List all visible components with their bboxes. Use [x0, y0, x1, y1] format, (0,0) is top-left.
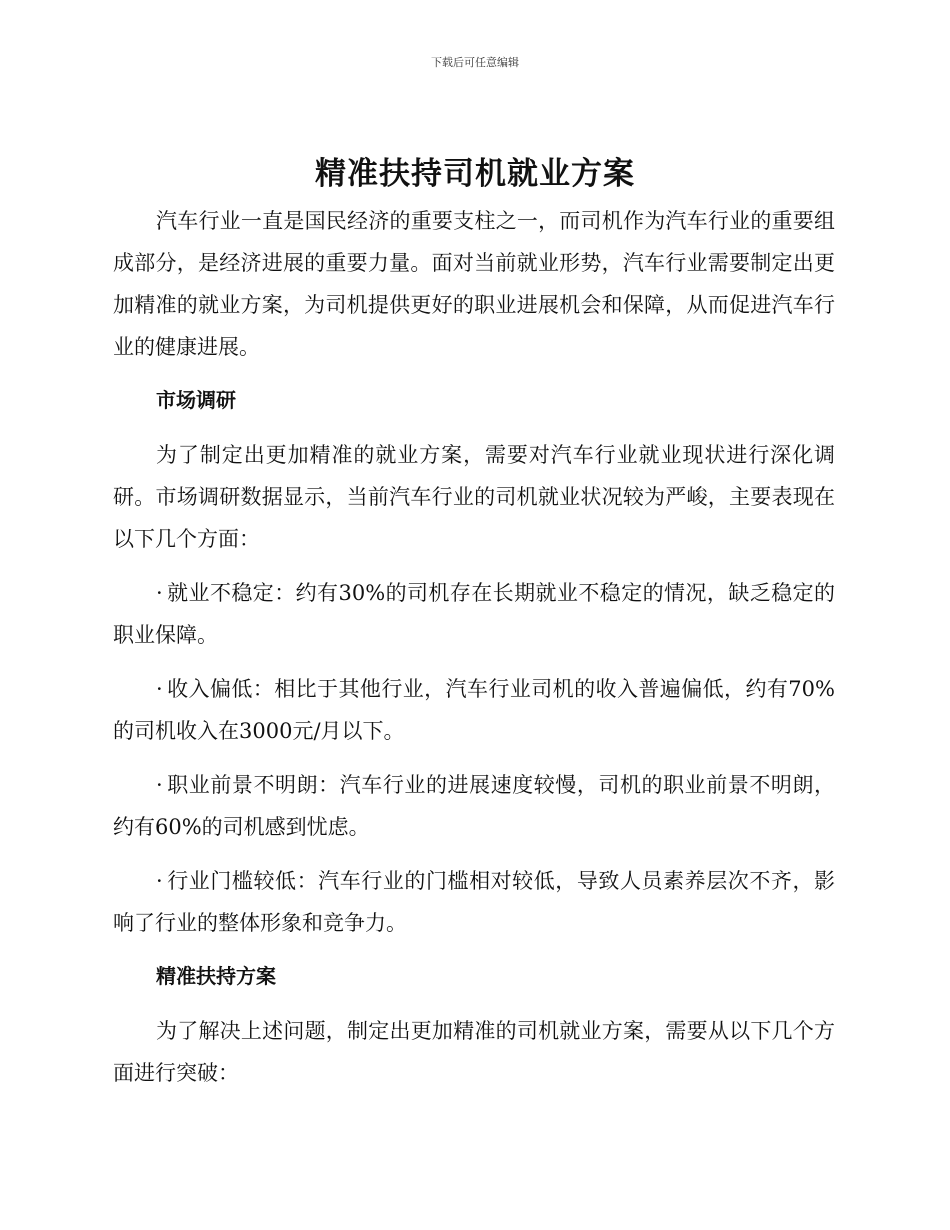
- bullet-dot-icon: ·: [156, 773, 163, 797]
- market-research-paragraph: 为了制定出更加精准的就业方案，需要对汽车行业就业现状进行深化调研。市场调研数据显示，当前汽车行业的司机就业状况较为严峻，主要表现在以下几个方面：: [113, 443, 835, 551]
- document-title: 精准扶持司机就业方案: [315, 156, 635, 192]
- bullet-item: [113, 668, 835, 752]
- document-body: [113, 200, 835, 1106]
- support-plan-paragraph: 为了解决上述问题，制定出更加精准的司机就业方案，需要从以下几个方面进行突破：: [113, 1019, 835, 1085]
- section-heading-support-plan: 精准扶持方案: [156, 964, 276, 988]
- bullet-text: 行业门槛较低：汽车行业的门槛相对较低，导致人员素养层次不齐，影响了行业的整体形象和竞争力。: [113, 869, 835, 935]
- section-heading-market-research: 市场调研: [156, 388, 236, 412]
- bullet-item: [113, 572, 835, 656]
- bullet-text: 就业不稳定：约有30%的司机存在长期就业不稳定的情况，缺乏稳定的职业保障。: [113, 581, 835, 647]
- bullet-text: 职业前景不明朗：汽车行业的进展速度较慢，司机的职业前景不明朗，约有60%的司机感到忧虑。: [113, 773, 835, 839]
- bullet-text: 收入偏低：相比于其他行业，汽车行业司机的收入普遍偏低，约有70%的司机收入在3000元/月以下。: [113, 677, 835, 743]
- bullet-dot-icon: ·: [156, 869, 163, 893]
- page-header: 下载后可任意编辑: [431, 56, 519, 69]
- bullet-item: [113, 860, 835, 944]
- bullet-dot-icon: ·: [156, 677, 163, 701]
- intro-paragraph: 汽车行业一直是国民经济的重要支柱之一，而司机作为汽车行业的重要组成部分，是经济进展的重要力量。面对当前就业形势，汽车行业需要制定出更加精准的就业方案，为司机提供更好的职业进展机会和保障，从而促进汽车行业的健康进展。: [113, 209, 835, 359]
- bullet-dot-icon: ·: [156, 581, 163, 605]
- bullet-item: [113, 764, 835, 848]
